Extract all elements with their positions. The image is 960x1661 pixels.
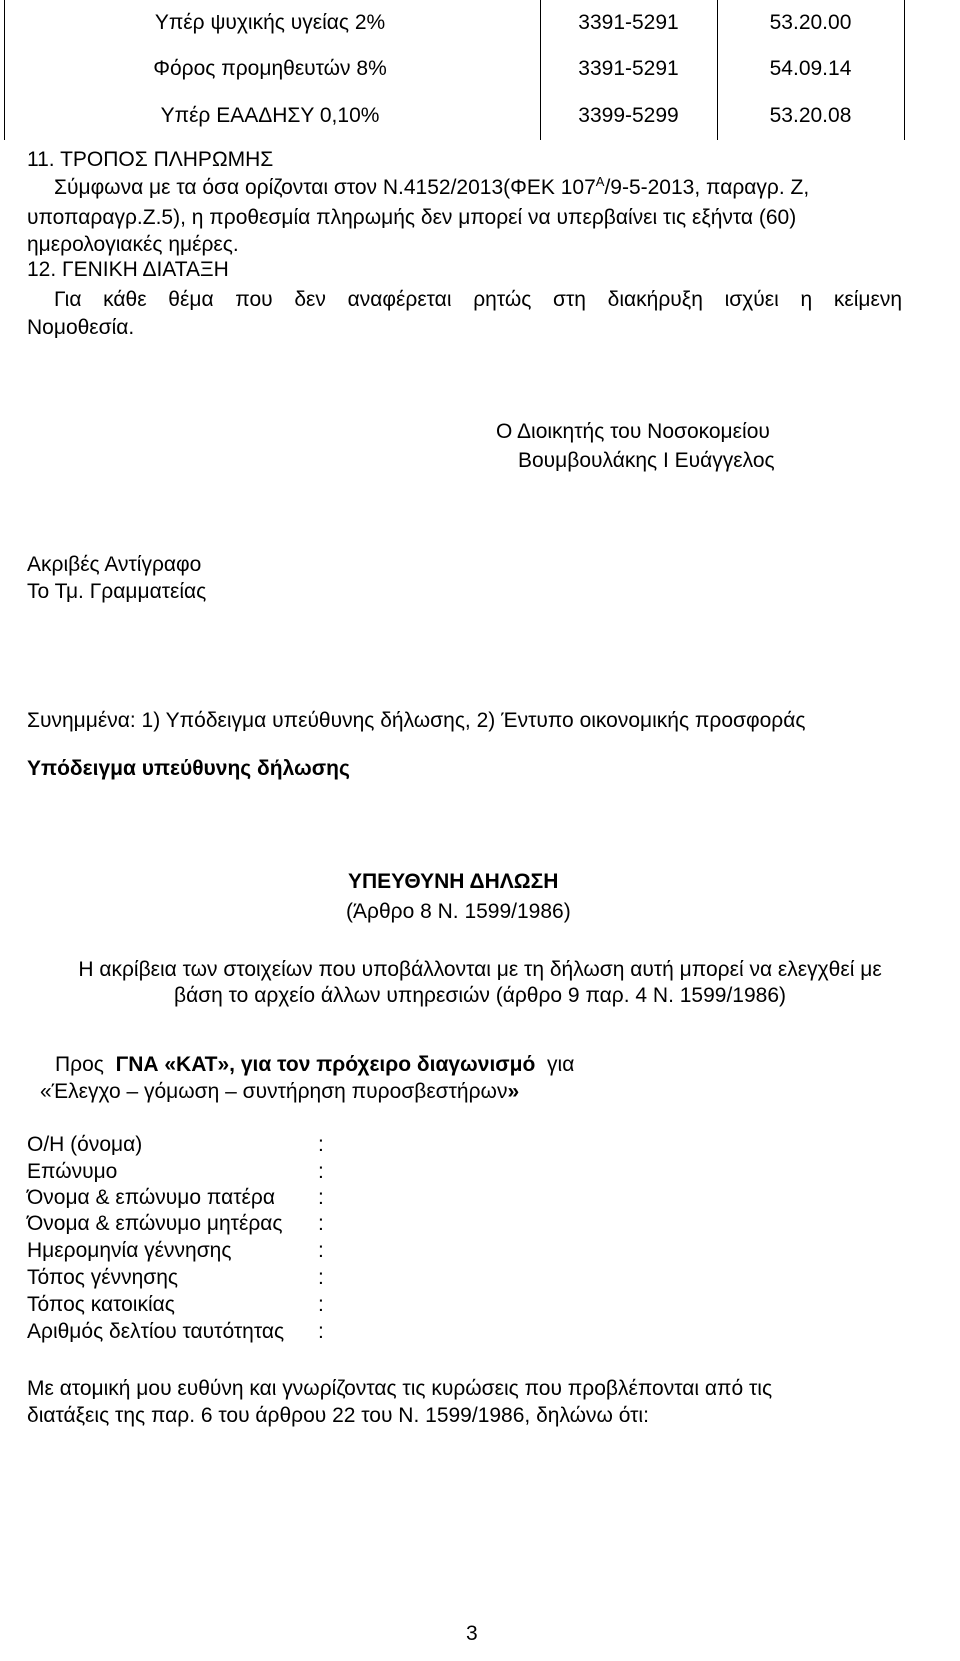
field-colon: : [318, 1293, 324, 1316]
subject-text: «Έλεγχο – γόμωση – συντήρηση πυροσβεστήρων [40, 1080, 508, 1103]
field-colon: : [318, 1160, 324, 1183]
section-11-line-2: υποπαραγρ.Ζ.5), η προθεσμία πληρωμής δεν μπορεί να υπερβαίνει τις εξήντα (60) [27, 206, 797, 229]
table-row-1-label: Υπέρ ψυχικής υγείας 2% [154, 11, 386, 34]
section-11-heading: 11. ΤΡΟΠΟΣ ΠΛΗΡΩΜΗΣ [27, 148, 274, 171]
table-row-2-code1: 3391-5291 [578, 57, 679, 80]
section-12-line-1: Για κάθε θέμα που δεν αναφέρεται ρητώς στη διακήρυξη ισχύει η κείμενη [54, 288, 902, 311]
section-11-line-1-superscript: Α [595, 174, 605, 189]
section-11-line-3: ημερολογιακές ημέρες. [27, 233, 239, 256]
field-label-mother-name: Όνομα & επώνυμο μητέρας [27, 1212, 283, 1235]
accuracy-note-line-2: βάση το αρχείο άλλων υπηρεσιών (άρθρο 9 παρ. 4 Ν. 1599/1986) [173, 984, 786, 1007]
section-11-line-1-text-a: Σύμφωνα με τα όσα ορίζονται στον Ν.4152/2013(ΦΕΚ 107 [54, 176, 596, 199]
attachments-line: Συνημμένα: 1) Υπόδειγμα υπεύθυνης δήλωσης, 2) Έντυπο οικονομικής προσφοράς [27, 709, 806, 732]
secretariat-label: Το Τμ. Γραμματείας [27, 580, 207, 603]
table-row-1-code2: 53.20.00 [769, 11, 852, 34]
field-label-birth-date: Ημερομηνία γέννησης [27, 1239, 232, 1262]
field-label-birth-place: Τόπος γέννησης [27, 1266, 179, 1289]
field-label-first-name: Ο/Η (όνομα) [27, 1133, 143, 1156]
field-label-father-name: Όνομα & επώνυμο πατέρα [27, 1186, 275, 1209]
field-label-residence: Τόπος κατοικίας [27, 1293, 175, 1316]
table-row-3-code2: 53.20.08 [769, 104, 852, 127]
closing-line-2: διατάξεις της παρ. 6 του άρθρου 22 του Ν. 1599/1986, δηλώνω ότι: [27, 1404, 649, 1427]
table-row-2-label: Φόρος προμηθευτών 8% [153, 57, 387, 80]
section-11-line-1 [54, 176, 809, 200]
page-number: 3 [466, 1622, 478, 1645]
table-row-1-code1: 3391-5291 [578, 11, 679, 34]
signature-name: Βουμβουλάκης Ι Ευάγγελος [518, 449, 775, 472]
certified-copy-label: Ακριβές Αντίγραφο [27, 553, 202, 576]
section-12-heading: 12. ΓΕΝΙΚΗ ΔΙΑΤΑΞΗ [27, 258, 229, 281]
declaration-title: ΥΠΕΥΘΥΝΗ ΔΗΛΩΣΗ [348, 870, 559, 893]
field-colon: : [318, 1186, 324, 1209]
field-colon: : [318, 1133, 324, 1156]
table-row-3-code1: 3399-5299 [578, 104, 679, 127]
closing-line-1: Με ατομική μου ευθύνη και γνωρίζοντας τις κυρώσεις που προβλέπονται από τις [27, 1377, 773, 1400]
recipient-line [55, 1053, 574, 1077]
field-colon: : [318, 1320, 324, 1343]
field-colon: : [318, 1239, 324, 1262]
signature-title: Ο Διοικητής του Νοσοκομείου [496, 420, 770, 443]
field-label-id-number: Αριθμός δελτίου ταυτότητας [27, 1320, 285, 1343]
recipient-hospital: ΓΝΑ «ΚΑΤ», για τον πρόχειρο διαγωνισμό [115, 1053, 536, 1076]
field-colon: : [318, 1266, 324, 1289]
accuracy-note-line-1: Η ακρίβεια των στοιχείων που υποβάλλονται με τη δήλωση αυτή μπορεί να ελεγχθεί με [78, 958, 882, 981]
field-label-surname: Επώνυμο [27, 1160, 118, 1183]
table-row-3-label: Υπέρ ΕΑΑΔΗΣΥ 0,10% [160, 104, 380, 127]
subject-closing-quote: » [507, 1080, 520, 1103]
field-colon: : [318, 1212, 324, 1235]
section-11-line-1-text-b: /9-5-2013, παραγρ. Ζ, [604, 176, 810, 199]
section-12-line-2: Νομοθεσία. [27, 316, 135, 339]
fee-table [0, 0, 960, 140]
recipient-suffix: για [547, 1053, 575, 1076]
subject-line [40, 1080, 519, 1104]
declaration-sample-heading: Υπόδειγμα υπεύθυνης δήλωσης [27, 757, 350, 780]
declaration-subtitle: (Άρθρο 8 Ν. 1599/1986) [346, 900, 571, 923]
table-border-right [904, 0, 905, 140]
recipient-prefix: Προς [55, 1053, 104, 1076]
table-row-2-code2: 54.09.14 [769, 57, 852, 80]
